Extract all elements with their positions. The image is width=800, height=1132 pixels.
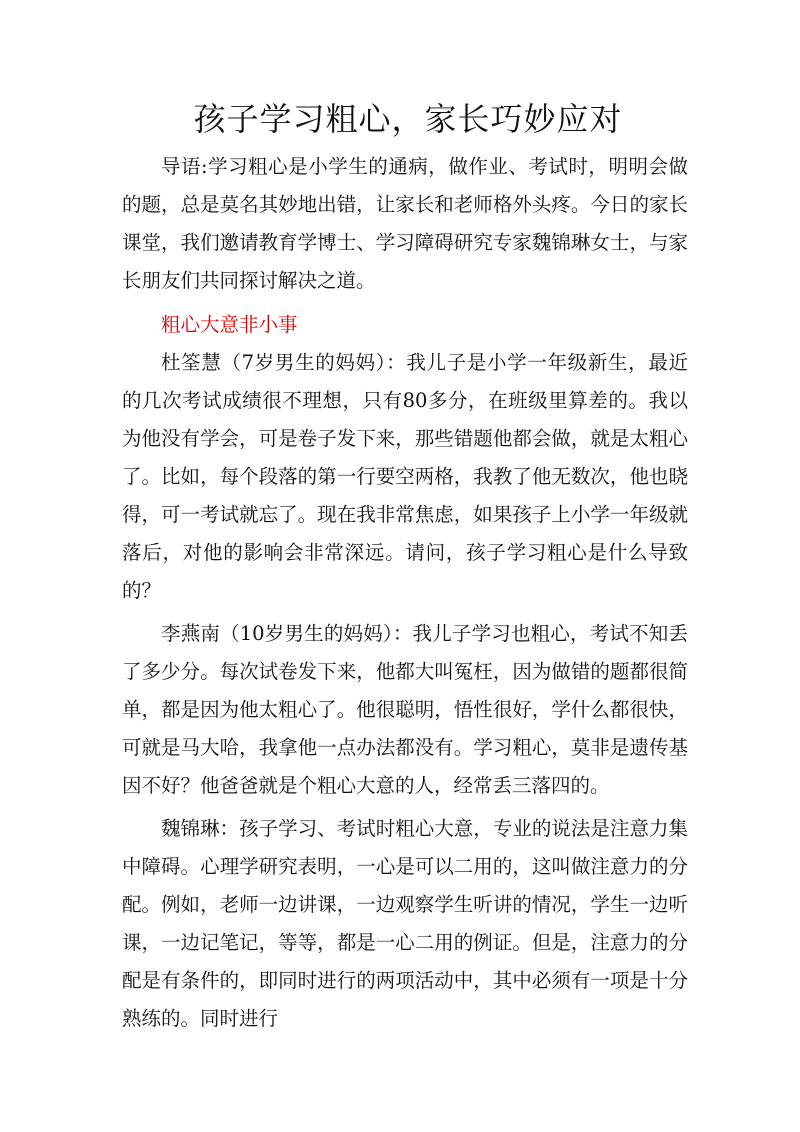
- paragraph-wei: 魏锦琳：孩子学习、考试时粗心大意，专业的说法是注意力集中障碍。心理学研究表明，一心是可以二用的，这叫做注意力的分配。例如，老师一边讲课，一边观察学生听讲的情况，学生一边听课，一边记笔记，等等，都是一心二用的例证。但是，注意力的分配是有条件的，即同时进行的两项活动中，其中必须有一项是十分熟练的。同时进行: [122, 817, 688, 1030]
- section-heading: 粗心大意非小事: [161, 313, 298, 336]
- intro-paragraph: 导语:学习粗心是小学生的通病，做作业、考试时，明明会做的题，总是莫名其妙地出错，让家长和老师格外头疼。今日的家长课堂，我们邀请教育学博士、学习障碍研究专家魏锦琳女士，与家长朋友们共同探讨解决之道。: [122, 155, 688, 292]
- paragraph-du: 杜筌慧（7岁男生的妈妈）：我儿子是小学一年级新生，最近的几次考试成绩很不理想，只有80多分，在班级里算差的。我以为他没有学会，可是卷子发下来，那些错题他都会做，就是太粗心了。比如，每个段落的第一行要空两格，我教了他无数次，他也晓得，可一考试就忘了。现在我非常焦虑，如果孩子上小学一年级就落后，对他的影响会非常深远。请问，孩子学习粗心是什么导致的？: [122, 351, 688, 602]
- document-title: 孩子学习粗心，家长巧妙应对: [193, 100, 623, 138]
- paragraph-li: 李燕南（10岁男生的妈妈）：我儿子学习也粗心，考试不知丢了多少分。每次试卷发下来，他都大叫冤枉，因为做错的题都很简单，都是因为他太粗心了。他很聪明，悟性很好，学什么都很快，可就是马大哈，我拿他一点办法都没有。学习粗心，莫非是遗传基因不好？他爸爸就是个粗心大意的人，经常丢三落四的。: [122, 622, 688, 797]
